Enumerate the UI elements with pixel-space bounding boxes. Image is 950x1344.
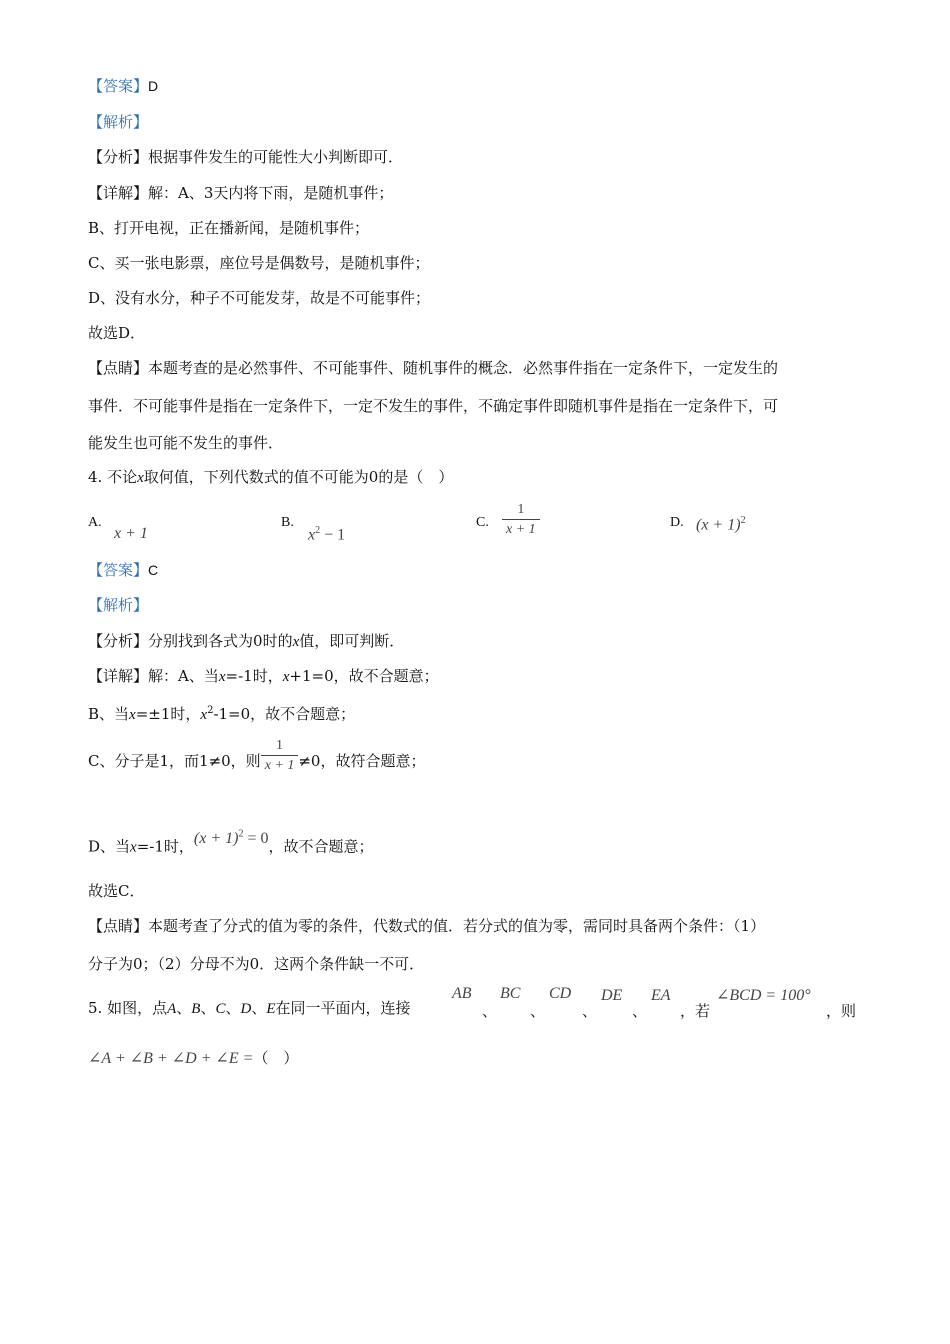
q3-analysis-tag: 【解析】 [88, 113, 149, 131]
answer-tag: 【答案】 [88, 561, 149, 579]
expr-rest: − 1 [320, 526, 346, 544]
q4-answer-line [88, 560, 158, 580]
q4-option-d [670, 515, 820, 534]
q4-dianjing-1 [88, 916, 765, 936]
q3-detail-c: C、买一张电影票，座位号是偶数号，是随机事件； [88, 254, 430, 272]
detail-a-var: x [218, 669, 226, 685]
q3-dianjing-2: 事件．不可能事件是指在一定条件下，一定不发生的事件，不确定事件即随机事件是指在一定条件下，可 [88, 397, 779, 415]
q3-choose: 故选D． [88, 324, 146, 342]
detail-b-sup: 2 [207, 705, 214, 716]
sep: 、 [251, 999, 267, 1017]
q5-stem-4: ，则 [826, 1002, 857, 1020]
detail-c-2: ≠0，故符合题意； [298, 752, 426, 770]
sep-3: 、 [582, 1002, 598, 1020]
fenxi-tag: 【分析】 [88, 632, 149, 650]
detail-b-var2: x [200, 707, 208, 723]
answer-tag: 【答案】 [88, 77, 149, 95]
fenxi-zero: 0 [253, 632, 263, 650]
q4-stem-b: 取何值，下列代数式的值不可能为 [143, 468, 369, 486]
sep: 、 [200, 999, 216, 1017]
fenxi-text-b: 时的 [262, 632, 293, 650]
q3-detail-a [88, 183, 393, 203]
q4-stem-var: x [137, 470, 144, 486]
q5-stem-2: 在同一平面内，连接 [275, 999, 411, 1017]
q4-stem [88, 467, 453, 488]
dianjing-text-1: 本题考查了分式的值为零的条件，代数式的值．若分式的值为零，需同时具备两个条件：（1） [148, 917, 766, 935]
q5-stem-3: ，若 [680, 1002, 711, 1020]
sep-1: 、 [482, 1002, 498, 1020]
option-label: C. [476, 515, 489, 530]
option-expr [696, 515, 746, 534]
q3-fenxi-line [88, 147, 403, 167]
q4-option-c [476, 502, 626, 537]
q3-detail-b: B、打开电视，正在播新闻，是随机事件； [88, 219, 370, 237]
expr-sup: 2 [315, 525, 321, 536]
fraction-numerator: 1 [517, 502, 525, 517]
detail-a-var2: x [282, 669, 290, 685]
seg-de: DE [601, 987, 623, 1004]
detail-a-1: 解：A、当 [148, 667, 219, 685]
dianjing-tag: 【点睛】 [88, 359, 149, 377]
point-a: A [167, 1001, 177, 1017]
sep: 、 [176, 999, 192, 1017]
q5-expr-line [88, 1048, 298, 1069]
seg-bc: BC [500, 985, 521, 1002]
q3-detail-d: D、没有水分，种子不可能发芽，故是不可能事件； [88, 289, 431, 307]
point-b: B [191, 1001, 201, 1017]
option-label: D. [670, 515, 684, 530]
detail-a-text: 解：A、3天内将下雨，是随机事件； [148, 184, 394, 202]
q4-stem-zero: 0 [368, 468, 379, 486]
fenxi-text: 根据事件发生的可能性大小判断即可． [148, 148, 404, 166]
q4-option-b [281, 515, 431, 544]
q4-option-a [88, 515, 238, 542]
q5-condition: ∠BCD = 100° [716, 987, 811, 1004]
q3-dianjing-1 [88, 358, 778, 378]
q4-detail-d [88, 826, 374, 864]
fenxi-var: x [292, 634, 300, 650]
point-c: C [215, 1001, 226, 1017]
detail-b-1: B、当 [88, 705, 130, 723]
q4-detail-c [88, 738, 425, 784]
q4-fenxi-line [88, 631, 404, 652]
detail-tag: 【详解】 [88, 667, 149, 685]
expr-base: (x + 1) [193, 830, 239, 848]
answer-value: C [148, 562, 159, 578]
detail-a-3: +1=0，故不合题意； [289, 667, 439, 685]
point-d: D [240, 1001, 252, 1017]
option-expr [308, 525, 345, 544]
q5-tail: （ ） [253, 1049, 299, 1067]
fraction-denominator: x + 1 [502, 519, 540, 540]
q4-stem-a: 4. 不论 [88, 468, 138, 486]
detail-b-var: x [129, 707, 136, 723]
detail-d-var: x [130, 839, 137, 856]
detail-c-fraction [261, 737, 299, 776]
detail-d-3: ，故不合题意； [268, 837, 374, 856]
seg-cd: CD [549, 985, 572, 1002]
detail-c-1: C、分子是1，而1≠0，则 [88, 752, 261, 770]
fenxi-tag: 【分析】 [88, 148, 149, 166]
expr-eq: = 0 [243, 830, 269, 848]
detail-d-expr [194, 830, 269, 847]
q4-detail-a [88, 666, 439, 687]
q4-stem-c: 的是（ ） [378, 468, 454, 486]
sep-4: 、 [632, 1002, 648, 1020]
dianjing-tag: 【点睛】 [88, 917, 149, 935]
sep-2: 、 [530, 1002, 546, 1020]
q5-stem-1: 5. 如图，点 [88, 999, 168, 1017]
fraction-numerator: 1 [276, 737, 284, 753]
fraction-denominator: x + 1 [261, 755, 299, 776]
q5-angle-sum: ∠A + ∠B + ∠D + ∠E = [88, 1050, 254, 1067]
detail-tag: 【详解】 [88, 184, 149, 202]
option-fraction [502, 501, 540, 540]
answer-value: D [148, 78, 159, 94]
sep: 、 [225, 999, 241, 1017]
option-expr: x + 1 [114, 525, 148, 542]
expr-sup: 2 [740, 515, 746, 526]
q4-detail-b [88, 701, 355, 725]
detail-a-2: =-1时， [225, 667, 283, 685]
detail-b-2: =±1时， [135, 705, 201, 723]
expr-base: (x + 1) [696, 516, 741, 534]
q4-choose: 故选C． [88, 882, 145, 900]
seg-ab: AB [452, 985, 472, 1002]
seg-ea: EA [651, 987, 671, 1004]
expr-sup: 2 [238, 829, 244, 840]
fenxi-text-a: 分别找到各式为 [148, 632, 254, 650]
fenxi-text-c: 值，即可判断． [299, 632, 405, 650]
option-label: A. [88, 515, 102, 530]
point-e: E [266, 1001, 276, 1017]
expr-base: x [308, 526, 316, 544]
q3-answer-line [88, 76, 158, 96]
detail-d-1: D、当 [88, 837, 131, 856]
detail-d-2: =-1时， [136, 837, 194, 856]
q3-dianjing-3: 能发生也可能不发生的事件． [88, 434, 284, 452]
q4-analysis-tag: 【解析】 [88, 596, 149, 614]
dianjing-text-1: 本题考查的是必然事件、不可能事件、随机事件的概念．必然事件指在一定条件下，一定发生的 [148, 359, 779, 377]
option-label: B. [281, 515, 294, 530]
detail-b-3: -1=0，故不合题意； [213, 705, 356, 723]
q4-dianjing-2: 分子为0；（2）分母不为0．这两个条件缺一不可． [88, 955, 425, 973]
